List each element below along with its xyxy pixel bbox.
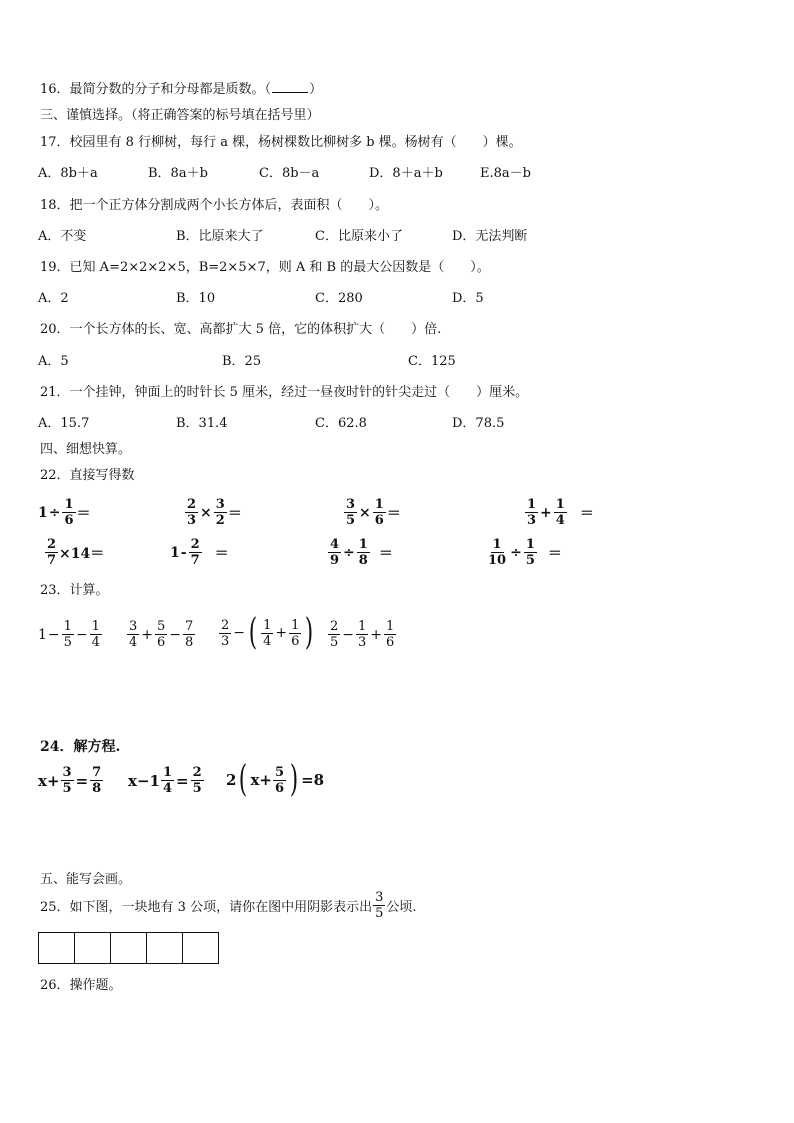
section-3-heading: 三、谨慎选择。（将正确答案的标号填在括号里） <box>40 108 320 123</box>
section-5-heading: 五、能写会画。 <box>40 872 132 887</box>
q22-item-3: $\frac{3}{5}$ × $\frac{1}{6}$ ＝ <box>346 497 401 528</box>
q18-option-d: D．无法判断 <box>452 229 528 244</box>
grid-cell[interactable] <box>146 932 183 964</box>
q16-number: 16． <box>40 82 70 97</box>
q20-text: 20．一个长方体的长、宽、高都扩大 5 倍，它的体积扩大（ ）倍. <box>40 322 442 337</box>
q22-item-5: $\frac{2}{7}$ ×14＝ <box>47 537 105 568</box>
q17-option-c: C．8b－a <box>259 166 320 181</box>
q23-expr-1: 1 − $\frac{1}{5}$ − $\frac{1}{4}$ <box>38 619 100 650</box>
answer-blank <box>272 80 308 93</box>
q18-option-b: B．比原来大了 <box>176 229 264 244</box>
q22-item-7: $\frac{4}{9}$ ÷ $\frac{1}{8}$ ＝ <box>330 537 393 568</box>
q19-option-b: B．10 <box>176 291 216 306</box>
grid-cell[interactable] <box>74 932 111 964</box>
q16-text: 最简分数的分子和分母都是质数。（ <box>69 82 272 97</box>
q20-option-b: B．25 <box>222 354 262 369</box>
q21-option-c: C．62.8 <box>315 416 367 431</box>
q20-option-c: C．125 <box>408 354 456 369</box>
q18-option-a: A．不变 <box>38 229 87 244</box>
q24-eq-2: x−1 $\frac{1}{4}$ = $\frac{2}{5}$ <box>128 765 202 796</box>
q17-text: 17．校园里有 8 行柳树，每行 a 棵，杨树棵数比柳树多 b 棵。杨树有（ ）棵。 <box>40 135 522 150</box>
q16-close: ） <box>309 82 323 97</box>
q20-option-a: A．5 <box>38 354 69 369</box>
q21-option-b: B．31.4 <box>176 416 228 431</box>
q22-item-8: $\frac{1}{10}$ ÷ $\frac{1}{5}$ ＝ <box>488 537 562 568</box>
q26-text: 26．操作题。 <box>40 978 122 993</box>
q22-item-1: 1 ÷ $\frac{1}{6}$ ＝ <box>38 497 91 528</box>
q24-eq-3: 2 ( x+ $\frac{5}{6}$ ) =8 <box>226 759 325 800</box>
q19-option-a: A．2 <box>38 291 69 306</box>
grid-cell[interactable] <box>38 932 75 964</box>
section-4-heading: 四、细想快算。 <box>40 442 132 457</box>
q24-title: 24．解方程. <box>40 739 121 755</box>
land-grid[interactable] <box>38 932 219 964</box>
q17-option-a: A．8b＋a <box>38 166 98 181</box>
q19-text: 19．已知 A=2×2×2×5，B=2×5×7，则 A 和 B 的最大公因数是（ ）。 <box>40 260 490 275</box>
q19-option-c: C．280 <box>315 291 363 306</box>
q22-item-2: $\frac{2}{3}$ × $\frac{3}{2}$ ＝ <box>187 497 242 528</box>
q22-item-6: 1 - $\frac{2}{7}$ ＝ <box>170 537 229 568</box>
q17-option-d: D．8＋a＋b <box>369 166 443 181</box>
q21-option-a: A．15.7 <box>38 416 90 431</box>
q24-eq-1: x+ $\frac{3}{5}$ = $\frac{7}{8}$ <box>38 765 102 796</box>
q16 <box>40 80 322 99</box>
q23-expr-2: $\frac{3}{4}$ + $\frac{5}{6}$ − $\frac{7}{8}$ <box>129 619 194 650</box>
q21-text: 21．一个挂钟，钟面上的时针长 5 厘米，经过一昼夜时针的针尖走过（ ）厘米。 <box>40 385 529 400</box>
grid-cell[interactable] <box>182 932 219 964</box>
q18-option-c: C．比原来小了 <box>315 229 403 244</box>
q17-option-e: E.8a－b <box>480 166 531 181</box>
q22-title: 22．直接写得数 <box>40 468 135 483</box>
q23-title: 23．计算。 <box>40 583 109 598</box>
q21-option-d: D．78.5 <box>452 416 505 431</box>
grid-cell[interactable] <box>110 932 147 964</box>
q18-text: 18．把一个正方体分割成两个小长方体后，表面积（ ）。 <box>40 198 389 213</box>
q23-expr-3: $\frac{2}{3}$ − ( $\frac{1}{4}$ + $\frac{1}{6}$ ) <box>221 612 314 653</box>
q17-option-b: B．8a＋b <box>148 166 208 181</box>
q23-expr-4: $\frac{2}{5}$ − $\frac{1}{3}$ + $\frac{1}{6}$ <box>330 619 395 650</box>
q19-option-d: D．5 <box>452 291 484 306</box>
q25-text: 25．如下图，一块地有 3 公项，请你在图中用阴影表示出 $\frac{3}{5}$ 公顷. <box>40 890 417 921</box>
q22-item-4: $\frac{1}{3}$ + $\frac{1}{4}$ ＝ <box>527 497 594 528</box>
